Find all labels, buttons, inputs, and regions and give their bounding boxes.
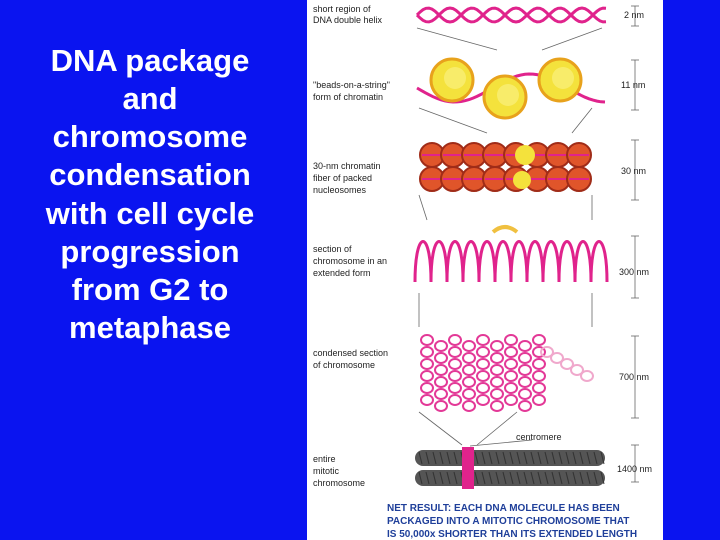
condensed-coil [519,389,531,399]
connector-line [419,412,462,445]
condensed-coil [533,371,545,381]
dna-packaging-diagram [307,0,663,540]
condensed-coil [449,347,461,357]
condensed-coil [533,359,545,369]
condensed-coil [421,359,433,369]
condensed-coil [477,371,489,381]
stage-label-helix: short region of [313,4,371,14]
condensed-coil [491,377,503,387]
condensed-coil [463,365,475,375]
condensed-coil [449,383,461,393]
condensed-coil [435,353,447,363]
slide-title [10,42,290,347]
scale-label-30nm: 30 nm [621,166,647,176]
stage-label-mitotic: entire [313,454,336,464]
condensed-coil [505,347,517,357]
condensed-coil [505,383,517,393]
scale-label-700nm: 700 nm [619,372,650,382]
condensed-coil [505,359,517,369]
condensed-coil [491,341,503,351]
net-result-line: NET RESULT: EACH DNA MOLECULE HAS BEEN [387,503,620,514]
stage-label-extended: chromosome in an [313,256,388,266]
condensed-coil [435,389,447,399]
condensed-coil [505,335,517,345]
stage-label-fiber: nucleosomes [313,185,367,195]
condensed-coil [421,383,433,393]
connector-line [419,195,427,220]
condensed-coil [491,353,503,363]
condensed-coil [533,395,545,405]
condensed-coil [449,371,461,381]
condensed-coil [463,401,475,411]
condensed-coil [449,335,461,345]
title-line: and [122,81,178,117]
condensed-coil [463,389,475,399]
condensed-coil [421,395,433,405]
centromere-label: centromere [516,432,562,442]
condensed-coil-faded [581,371,593,381]
title-line: condensation [49,157,251,193]
condensed-coil [477,395,489,405]
condensed-coil [477,383,489,393]
condensed-coil [519,353,531,363]
fiber-section-marker [493,227,517,232]
condensed-coil [435,365,447,375]
condensed-coil [519,341,531,351]
condensed-coil [449,395,461,405]
condensed-coil [533,335,545,345]
condensed-coil [421,335,433,345]
title-line: DNA package [50,43,250,78]
condensed-coil [519,401,531,411]
scale-label-300nm: 300 nm [619,267,650,277]
connector-line [542,28,602,50]
condensed-coil [491,401,503,411]
title-line: metaphase [69,309,231,345]
condensed-coil [491,389,503,399]
stage-label-extended: section of [313,244,352,254]
connector-line [419,108,487,133]
condensed-coil [449,359,461,369]
scale-label-11nm: 11 nm [621,80,646,90]
stage-label-helix: DNA double helix [313,15,383,25]
stage-label-beads: form of chromatin [313,92,384,102]
nucleosome-bead-highlight [497,84,519,106]
condensed-coil [477,347,489,357]
highlight-nucleosome [513,171,531,189]
connector-line [417,28,497,50]
stage-label-condensed: condensed section [313,348,389,358]
connector-line [572,108,592,133]
nucleosome-bead-highlight [444,67,466,89]
condensed-coil [491,365,503,375]
title-line: progression [60,233,240,269]
condensed-coil [477,335,489,345]
net-result-line: IS 50,000x SHORTER THAN ITS EXTENDED LENGTH [387,529,638,540]
highlight-nucleosome [515,145,535,165]
condensed-coil [533,383,545,393]
net-result-line: PACKAGED INTO A MITOTIC CHROMOSOME THAT [387,516,630,527]
scale-label-1400nm: 1400 nm [617,464,653,474]
condensed-coil [463,353,475,363]
stage-label-beads: "beads-on-a-string" [313,80,390,90]
condensed-coil [463,377,475,387]
title-line: chromosome [52,119,248,155]
stage-label-condensed: of chromosome [313,360,376,370]
title-line: with cell cycle [45,195,255,231]
condensed-coil [477,359,489,369]
centromere-band [462,447,474,489]
chromatin-loops [415,242,607,283]
condensed-coil [505,395,517,405]
condensed-coil [519,377,531,387]
stage-label-mitotic: chromosome [313,478,366,488]
diagram-panel [307,0,663,540]
connector-line [477,412,517,445]
condensed-coil [421,347,433,357]
condensed-coil [435,401,447,411]
condensed-coil [505,371,517,381]
stage-label-fiber: 30-nm chromatin [313,161,381,171]
stage-label-fiber: fiber of packed [313,173,373,183]
condensed-coil [435,341,447,351]
title-line: from G2 to [71,271,229,307]
nucleosome-bead-highlight [552,67,574,89]
condensed-coil [463,341,475,351]
condensed-coil [435,377,447,387]
stage-label-extended: extended form [313,268,371,278]
scale-label-2nm: 2 nm [624,10,645,20]
stage-label-mitotic: mitotic [313,466,340,476]
condensed-coil [519,365,531,375]
condensed-coil [421,371,433,381]
